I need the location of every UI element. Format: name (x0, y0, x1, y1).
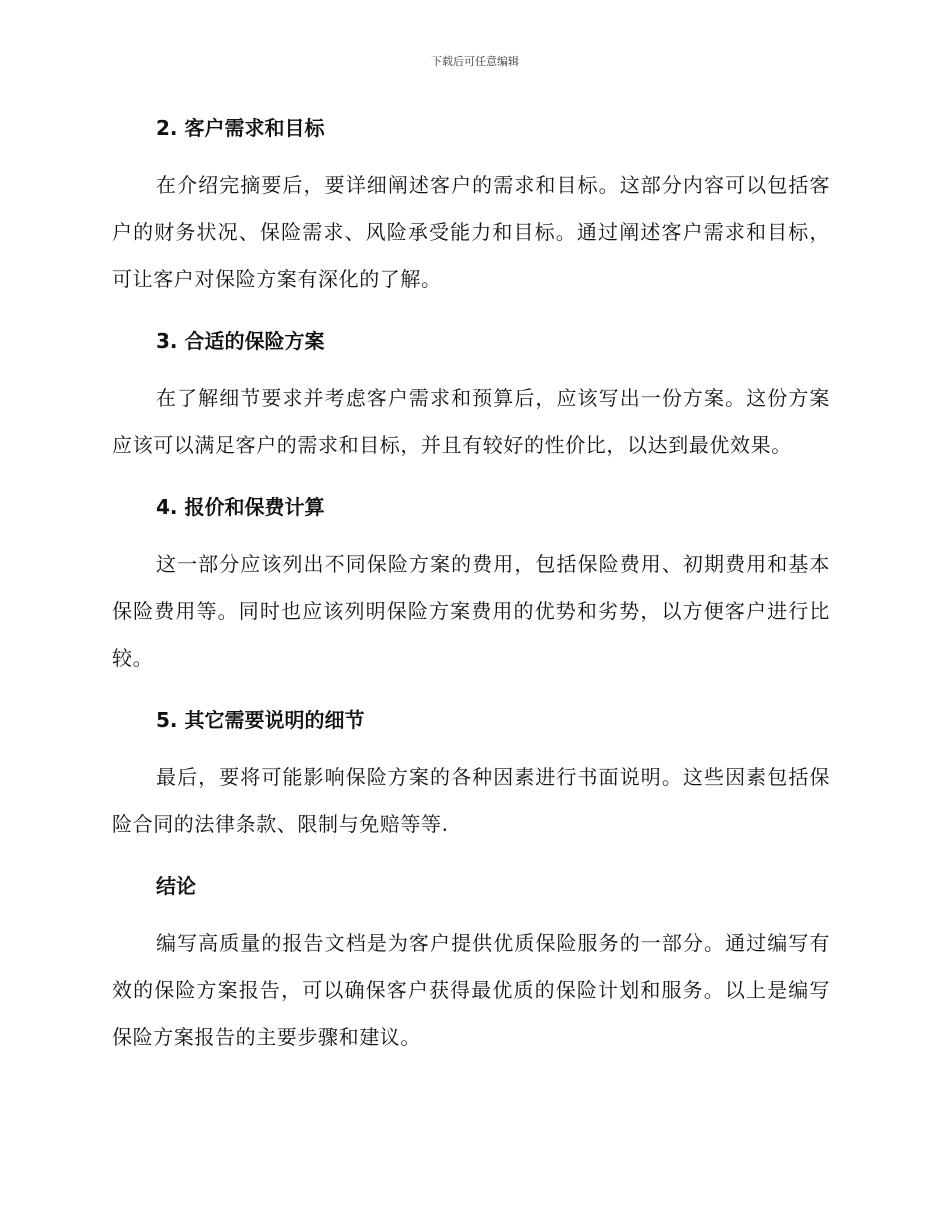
section-paragraph: 在了解细节要求并考虑客户需求和预算后，应该写出一份方案。这份方案应该可以满足客户的需求和目标，并且有较好的性价比，以达到最优效果。 (112, 386, 830, 457)
section-heading: 结论 (156, 874, 196, 898)
section-heading: 5. 其它需要说明的细节 (156, 708, 365, 732)
section-paragraph: 这一部分应该列出不同保险方案的费用，包括保险费用、初期费用和基本保险费用等。同时也应该列明保险方案费用的优势和劣势，以方便客户进行比较。 (112, 552, 830, 670)
section-conclusion (112, 868, 830, 1061)
section-paragraph: 最后，要将可能影响保险方案的各种因素进行书面说明。这些因素包括保险合同的法律条款、限制与免赔等等. (112, 765, 830, 836)
section-heading: 2. 客户需求和目标 (156, 116, 325, 140)
section-paragraph: 在介绍完摘要后，要详细阐述客户的需求和目标。这部分内容可以包括客户的财务状况、保险需求、风险承受能力和目标。通过阐述客户需求和目标，可让客户对保险方案有深化的了解。 (112, 173, 830, 291)
section-customer-needs (112, 110, 830, 303)
page-header: 下载后可任意编辑 (431, 55, 519, 68)
section-quote-premium (112, 489, 830, 682)
document-body (112, 110, 830, 1061)
section-insurance-plan (112, 323, 830, 469)
section-heading: 4. 报价和保费计算 (156, 495, 325, 519)
section-heading: 3. 合适的保险方案 (156, 329, 325, 353)
section-paragraph: 编写高质量的报告文档是为客户提供优质保险服务的一部分。通过编写有效的保险方案报告，可以确保客户获得最优质的保险计划和服务。以上是编写保险方案报告的主要步骤和建议。 (112, 931, 830, 1049)
section-other-details (112, 702, 830, 848)
